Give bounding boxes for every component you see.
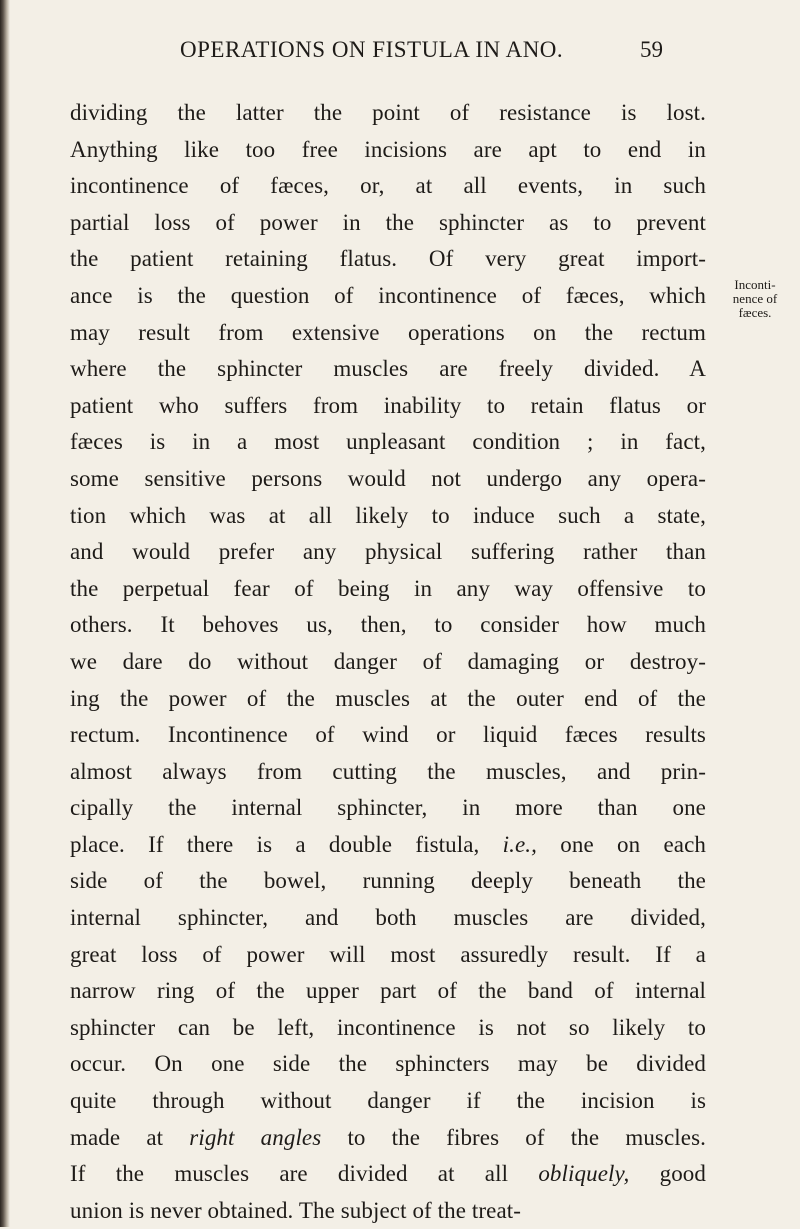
italic-text: obliquely, [538, 1161, 630, 1187]
text-line: cipally the internal sphincter, in more than one [70, 795, 706, 821]
text-line: Anything like too free incisions are apt to end in [70, 136, 706, 162]
text-segment: to the fibres of the muscles. [347, 1124, 706, 1150]
text-line: occur. On one side the sphincters may be divided [70, 1051, 706, 1077]
text-line [70, 1156, 706, 1193]
text-line: sphincter can be left, incontinence is not so likely to [70, 1014, 706, 1040]
text-line [70, 827, 706, 864]
body-text [70, 95, 706, 1229]
text-line: rectum. Incontinence of wind or liquid fæces results [70, 722, 706, 748]
text-line: incontinence of fæces, or, at all events, in such [70, 173, 706, 199]
text-line: ing the power of the muscles at the outer end of the [70, 685, 706, 711]
italic-text: i.e., [502, 831, 538, 857]
text-line: quite through without danger if the incision is [70, 1088, 706, 1114]
text-segment: place. If there is a double fistula, [70, 831, 480, 857]
text-line: we dare do without danger of damaging or destroy- [70, 648, 706, 674]
text-line: great loss of power will most assuredly result. If a [70, 941, 706, 967]
text-line: narrow ring of the upper part of the band of internal [70, 978, 706, 1004]
text-line: may result from extensive operations on the rectum [70, 319, 706, 345]
margin-note-line: nence of [732, 291, 778, 306]
text-line: fæces is in a most unpleasant condition ; in fact, [70, 429, 706, 455]
text-line: internal sphincter, and both muscles are divided, [70, 905, 706, 931]
running-title: OPERATIONS ON FISTULA IN ANO. [180, 37, 564, 62]
margin-note [712, 278, 798, 320]
text-line: and would prefer any physical suffering rather than [70, 539, 706, 565]
page-number: 59 [640, 37, 663, 62]
text-segment: good [659, 1161, 707, 1187]
text-line: side of the bowel, running deeply beneath the [70, 868, 706, 894]
text-line: patient who suffers from inability to retain flatus or [70, 392, 706, 418]
text-line: the patient retaining flatus. Of very great import- [70, 246, 706, 272]
margin-note-line: fæces. [738, 305, 772, 320]
text-line: some sensitive persons would not undergo any opera- [70, 465, 706, 491]
text-line: the perpetual fear of being in any way offensive to [70, 575, 706, 601]
text-segment: If the muscles are divided at all [70, 1161, 509, 1187]
text-line [70, 1120, 706, 1157]
text-line: tion which was at all likely to induce such a state, [70, 502, 706, 528]
text-line: partial loss of power in the sphincter as to prevent [70, 209, 706, 235]
italic-text: right angles [189, 1124, 322, 1150]
text-segment: one on each [560, 831, 706, 857]
text-line: where the sphincter muscles are freely divided. A [70, 356, 706, 382]
margin-note-line: Inconti- [734, 277, 776, 292]
text-line: ance is the question of incontinence of fæces, which [70, 282, 706, 308]
spine-shadow [0, 0, 10, 1227]
text-line: dividing the latter the point of resistance is lost. [70, 100, 706, 125]
text-line: others. It behoves us, then, to consider how much [70, 612, 706, 638]
text-line: union is never obtained. The subject of the treat- [70, 1197, 522, 1223]
text-segment: made at [70, 1124, 164, 1150]
text-line: almost always from cutting the muscles, and prin- [70, 758, 706, 784]
